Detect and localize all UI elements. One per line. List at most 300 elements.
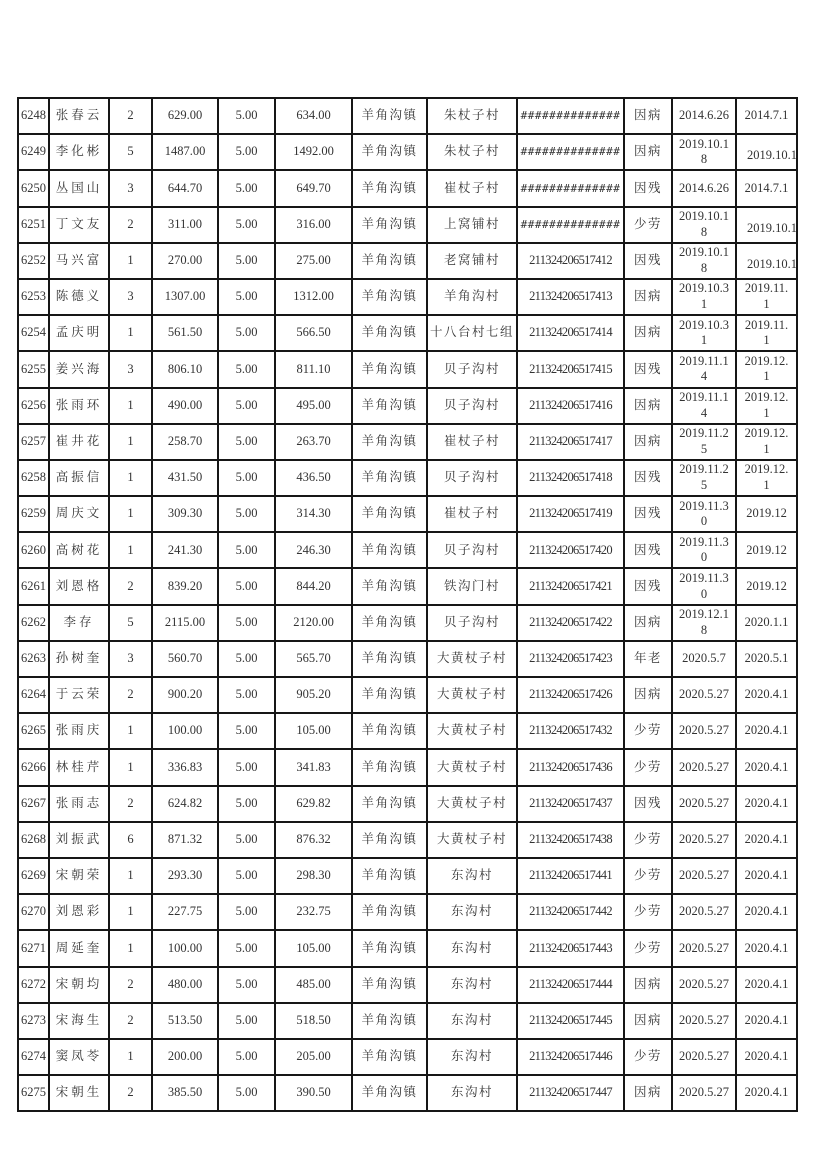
cell-approval-date bbox=[672, 858, 736, 894]
cell-price-subsidy: 5.00 bbox=[218, 424, 275, 460]
cell-person-name: 李存 bbox=[49, 605, 109, 641]
date-line: 2019.12 bbox=[746, 506, 787, 521]
cell-base-amount: 629.00 bbox=[152, 98, 218, 134]
cell-reason: 因残 bbox=[624, 532, 672, 568]
cell-base-amount: 806.10 bbox=[152, 351, 218, 387]
cell-account-number: ############## bbox=[517, 134, 624, 170]
cell-sequence-number: 6263 bbox=[18, 641, 49, 677]
cell-person-name: 陈德义 bbox=[49, 279, 109, 315]
cell-approval-date bbox=[672, 1039, 736, 1075]
cell-sequence-number: 6271 bbox=[18, 930, 49, 966]
cell-person-name: 孟庆明 bbox=[49, 315, 109, 351]
table-row bbox=[18, 243, 797, 279]
date-line: 2020.5.27 bbox=[679, 976, 729, 991]
cell-approval-date bbox=[672, 749, 736, 785]
cell-approval-date bbox=[672, 1003, 736, 1039]
date-line: 2020.4.1 bbox=[744, 868, 789, 883]
table-row bbox=[18, 460, 797, 496]
cell-price-subsidy: 5.00 bbox=[218, 677, 275, 713]
table-row bbox=[18, 98, 797, 134]
date-line: 2020.5.27 bbox=[679, 687, 729, 702]
date-line: 2020.4.1 bbox=[744, 1085, 789, 1100]
date-line: 5 bbox=[700, 441, 708, 456]
cell-account-number: 211324206517438 bbox=[517, 822, 624, 858]
cell-reason: 因残 bbox=[624, 351, 672, 387]
table-row bbox=[18, 170, 797, 206]
cell-town: 羊角沟镇 bbox=[352, 134, 427, 170]
cell-person-name: 宋朝生 bbox=[49, 1075, 109, 1111]
cell-reason: 年老 bbox=[624, 641, 672, 677]
date-line: 0 bbox=[700, 586, 708, 601]
cell-sequence-number: 6261 bbox=[18, 568, 49, 604]
date-line: 5 bbox=[700, 477, 708, 492]
date-line: 8 bbox=[700, 260, 708, 275]
cell-account-number: 211324206517436 bbox=[517, 749, 624, 785]
cell-household-count: 1 bbox=[109, 496, 152, 532]
cell-village: 大黄杖子村 bbox=[427, 749, 517, 785]
cell-town: 羊角沟镇 bbox=[352, 677, 427, 713]
cell-household-count: 3 bbox=[109, 279, 152, 315]
cell-approval-date bbox=[672, 786, 736, 822]
cell-total-amount: 263.70 bbox=[275, 424, 352, 460]
cell-sequence-number: 6257 bbox=[18, 424, 49, 460]
cell-approval-date bbox=[672, 605, 736, 641]
cell-total-amount: 565.70 bbox=[275, 641, 352, 677]
cell-village: 东沟村 bbox=[427, 1003, 517, 1039]
cell-account-number: 211324206517421 bbox=[517, 568, 624, 604]
cell-total-amount: 275.00 bbox=[275, 243, 352, 279]
cell-approval-date bbox=[672, 894, 736, 930]
cell-approval-date bbox=[672, 134, 736, 170]
cell-total-amount: 811.10 bbox=[275, 351, 352, 387]
cell-sequence-number: 6254 bbox=[18, 315, 49, 351]
cell-approval-date bbox=[672, 243, 736, 279]
date-line: 2020.1.1 bbox=[744, 614, 789, 629]
cell-price-subsidy: 5.00 bbox=[218, 713, 275, 749]
date-line: 2020.4.1 bbox=[744, 832, 789, 847]
cell-base-amount: 336.83 bbox=[152, 749, 218, 785]
cell-person-name: 崔井花 bbox=[49, 424, 109, 460]
cell-reason: 因残 bbox=[624, 170, 672, 206]
cell-household-count: 1 bbox=[109, 424, 152, 460]
cell-total-amount: 649.70 bbox=[275, 170, 352, 206]
table-row bbox=[18, 749, 797, 785]
cell-town: 羊角沟镇 bbox=[352, 894, 427, 930]
cell-person-name: 周延奎 bbox=[49, 930, 109, 966]
cell-account-number: 211324206517446 bbox=[517, 1039, 624, 1075]
cell-household-count: 1 bbox=[109, 315, 152, 351]
date-line: 2019.11.3 bbox=[679, 570, 729, 585]
cell-account-number: 211324206517423 bbox=[517, 641, 624, 677]
cell-sequence-number: 6266 bbox=[18, 749, 49, 785]
cell-account-number: 211324206517432 bbox=[517, 713, 624, 749]
cell-village: 东沟村 bbox=[427, 1039, 517, 1075]
cell-approval-date bbox=[672, 930, 736, 966]
cell-approval-date bbox=[672, 388, 736, 424]
cell-sequence-number: 6249 bbox=[18, 134, 49, 170]
cell-village: 羊角沟村 bbox=[427, 279, 517, 315]
cell-household-count: 2 bbox=[109, 677, 152, 713]
cell-price-subsidy: 5.00 bbox=[218, 351, 275, 387]
cell-sequence-number: 6251 bbox=[18, 207, 49, 243]
cell-total-amount: 314.30 bbox=[275, 496, 352, 532]
cell-approval-date bbox=[672, 424, 736, 460]
cell-total-amount: 436.50 bbox=[275, 460, 352, 496]
cell-account-number: 211324206517426 bbox=[517, 677, 624, 713]
date-line: 2020.5.27 bbox=[679, 1049, 729, 1064]
cell-base-amount: 1307.00 bbox=[152, 279, 218, 315]
cell-village: 十八台村七组 bbox=[427, 315, 517, 351]
cell-reason: 因病 bbox=[624, 315, 672, 351]
cell-town: 羊角沟镇 bbox=[352, 207, 427, 243]
cell-account-number: 211324206517413 bbox=[517, 279, 624, 315]
cell-base-amount: 100.00 bbox=[152, 930, 218, 966]
cell-reason: 因残 bbox=[624, 496, 672, 532]
date-line: 2019.10.3 bbox=[679, 281, 729, 296]
cell-town: 羊角沟镇 bbox=[352, 315, 427, 351]
cell-household-count: 1 bbox=[109, 1039, 152, 1075]
cell-village: 大黄杖子村 bbox=[427, 641, 517, 677]
cell-total-amount: 341.83 bbox=[275, 749, 352, 785]
cell-household-count: 2 bbox=[109, 207, 152, 243]
cell-approval-date bbox=[672, 98, 736, 134]
cell-payment-date bbox=[736, 98, 797, 134]
cell-payment-date bbox=[736, 351, 797, 387]
cell-total-amount: 105.00 bbox=[275, 930, 352, 966]
cell-town: 羊角沟镇 bbox=[352, 822, 427, 858]
cell-account-number: 211324206517416 bbox=[517, 388, 624, 424]
cell-village: 朱杖子村 bbox=[427, 134, 517, 170]
cell-person-name: 丁文友 bbox=[49, 207, 109, 243]
cell-account-number: 211324206517420 bbox=[517, 532, 624, 568]
date-line: 2020.5.27 bbox=[679, 1085, 729, 1100]
cell-village: 贝子沟村 bbox=[427, 388, 517, 424]
cell-price-subsidy: 5.00 bbox=[218, 1039, 275, 1075]
cell-village: 东沟村 bbox=[427, 930, 517, 966]
date-line: 2020.4.1 bbox=[744, 1012, 789, 1027]
cell-account-number: 211324206517419 bbox=[517, 496, 624, 532]
cell-person-name: 窦凤苓 bbox=[49, 1039, 109, 1075]
cell-payment-date bbox=[736, 641, 797, 677]
cell-payment-date bbox=[736, 243, 797, 279]
cell-person-name: 高振信 bbox=[49, 460, 109, 496]
cell-person-name: 宋朝荣 bbox=[49, 858, 109, 894]
cell-reason: 因残 bbox=[624, 786, 672, 822]
cell-base-amount: 100.00 bbox=[152, 713, 218, 749]
date-line: 2020.5.27 bbox=[679, 904, 729, 919]
date-line: 2019.10.1 bbox=[679, 209, 729, 224]
date-line: 8 bbox=[700, 152, 708, 167]
cell-town: 羊角沟镇 bbox=[352, 930, 427, 966]
cell-payment-date bbox=[736, 894, 797, 930]
date-line: 2019.10.1 bbox=[679, 245, 729, 260]
cell-payment-date bbox=[736, 930, 797, 966]
cell-person-name: 林桂芹 bbox=[49, 749, 109, 785]
cell-price-subsidy: 5.00 bbox=[218, 496, 275, 532]
cell-person-name: 刘恩格 bbox=[49, 568, 109, 604]
cell-town: 羊角沟镇 bbox=[352, 351, 427, 387]
cell-account-number: 211324206517443 bbox=[517, 930, 624, 966]
cell-sequence-number: 6265 bbox=[18, 713, 49, 749]
cell-payment-date bbox=[736, 207, 797, 243]
cell-price-subsidy: 5.00 bbox=[218, 315, 275, 351]
table-row bbox=[18, 1039, 797, 1075]
cell-base-amount: 258.70 bbox=[152, 424, 218, 460]
date-line: 2019.11.2 bbox=[679, 462, 729, 477]
cell-village: 大黄杖子村 bbox=[427, 822, 517, 858]
date-line: 2014.6.26 bbox=[679, 180, 729, 195]
cell-reason: 少劳 bbox=[624, 930, 672, 966]
cell-household-count: 1 bbox=[109, 858, 152, 894]
date-line: 4 bbox=[700, 405, 708, 420]
cell-price-subsidy: 5.00 bbox=[218, 967, 275, 1003]
cell-base-amount: 293.30 bbox=[152, 858, 218, 894]
cell-household-count: 1 bbox=[109, 532, 152, 568]
cell-reason: 因病 bbox=[624, 1003, 672, 1039]
cell-town: 羊角沟镇 bbox=[352, 243, 427, 279]
date-line: 8 bbox=[700, 622, 708, 637]
date-line: 8 bbox=[700, 224, 708, 239]
cell-account-number: 211324206517444 bbox=[517, 967, 624, 1003]
date-line: 2020.5.27 bbox=[679, 723, 729, 738]
cell-sequence-number: 6260 bbox=[18, 532, 49, 568]
date-line: 2019.11. bbox=[744, 281, 789, 296]
cell-base-amount: 839.20 bbox=[152, 568, 218, 604]
cell-household-count: 1 bbox=[109, 749, 152, 785]
cell-base-amount: 309.30 bbox=[152, 496, 218, 532]
cell-payment-date bbox=[736, 134, 797, 170]
cell-household-count: 6 bbox=[109, 822, 152, 858]
date-line: 2019.10.1 bbox=[747, 257, 797, 272]
cell-reason: 少劳 bbox=[624, 207, 672, 243]
cell-town: 羊角沟镇 bbox=[352, 1039, 427, 1075]
cell-town: 羊角沟镇 bbox=[352, 713, 427, 749]
cell-reason: 因病 bbox=[624, 605, 672, 641]
date-line: 2014.7.1 bbox=[744, 180, 789, 195]
cell-total-amount: 844.20 bbox=[275, 568, 352, 604]
cell-approval-date bbox=[672, 1075, 736, 1111]
date-line: 2020.4.1 bbox=[744, 976, 789, 991]
cell-payment-date bbox=[736, 424, 797, 460]
date-line: 0 bbox=[700, 514, 708, 529]
cell-sequence-number: 6255 bbox=[18, 351, 49, 387]
cell-reason: 因病 bbox=[624, 388, 672, 424]
cell-base-amount: 270.00 bbox=[152, 243, 218, 279]
date-line: 1 bbox=[763, 333, 770, 348]
cell-approval-date bbox=[672, 532, 736, 568]
cell-price-subsidy: 5.00 bbox=[218, 822, 275, 858]
cell-payment-date bbox=[736, 1003, 797, 1039]
date-line: 1 bbox=[700, 297, 708, 312]
cell-reason: 少劳 bbox=[624, 894, 672, 930]
cell-base-amount: 200.00 bbox=[152, 1039, 218, 1075]
date-line: 2019.11.3 bbox=[679, 498, 729, 513]
cell-base-amount: 385.50 bbox=[152, 1075, 218, 1111]
date-line: 2020.5.27 bbox=[679, 759, 729, 774]
date-line: 2020.4.1 bbox=[744, 795, 789, 810]
cell-base-amount: 644.70 bbox=[152, 170, 218, 206]
cell-person-name: 张雨志 bbox=[49, 786, 109, 822]
date-line: 2020.5.1 bbox=[744, 651, 789, 666]
cell-payment-date bbox=[736, 605, 797, 641]
table-body bbox=[18, 98, 797, 1111]
cell-total-amount: 1492.00 bbox=[275, 134, 352, 170]
cell-account-number: 211324206517442 bbox=[517, 894, 624, 930]
cell-village: 贝子沟村 bbox=[427, 460, 517, 496]
table-row bbox=[18, 605, 797, 641]
cell-total-amount: 495.00 bbox=[275, 388, 352, 424]
cell-price-subsidy: 5.00 bbox=[218, 532, 275, 568]
cell-base-amount: 241.30 bbox=[152, 532, 218, 568]
date-line: 2019.11.3 bbox=[679, 534, 729, 549]
cell-person-name: 张春云 bbox=[49, 98, 109, 134]
cell-reason: 因病 bbox=[624, 424, 672, 460]
cell-household-count: 3 bbox=[109, 641, 152, 677]
cell-base-amount: 490.00 bbox=[152, 388, 218, 424]
cell-base-amount: 624.82 bbox=[152, 786, 218, 822]
table-row bbox=[18, 930, 797, 966]
cell-sequence-number: 6270 bbox=[18, 894, 49, 930]
cell-town: 羊角沟镇 bbox=[352, 641, 427, 677]
cell-village: 贝子沟村 bbox=[427, 605, 517, 641]
cell-sequence-number: 6267 bbox=[18, 786, 49, 822]
cell-reason: 少劳 bbox=[624, 713, 672, 749]
table-row bbox=[18, 967, 797, 1003]
cell-price-subsidy: 5.00 bbox=[218, 749, 275, 785]
date-line: 2019.12 bbox=[746, 542, 787, 557]
cell-household-count: 3 bbox=[109, 170, 152, 206]
cell-reason: 因残 bbox=[624, 243, 672, 279]
cell-payment-date bbox=[736, 822, 797, 858]
cell-account-number: ############## bbox=[517, 207, 624, 243]
cell-total-amount: 2120.00 bbox=[275, 605, 352, 641]
cell-payment-date bbox=[736, 496, 797, 532]
cell-approval-date bbox=[672, 967, 736, 1003]
cell-account-number: 211324206517418 bbox=[517, 460, 624, 496]
cell-village: 东沟村 bbox=[427, 858, 517, 894]
cell-person-name: 孙树奎 bbox=[49, 641, 109, 677]
cell-price-subsidy: 5.00 bbox=[218, 207, 275, 243]
cell-town: 羊角沟镇 bbox=[352, 858, 427, 894]
cell-village: 崔杖子村 bbox=[427, 424, 517, 460]
cell-account-number: 211324206517415 bbox=[517, 351, 624, 387]
cell-payment-date bbox=[736, 460, 797, 496]
table-row bbox=[18, 677, 797, 713]
cell-town: 羊角沟镇 bbox=[352, 496, 427, 532]
date-line: 2019.10.3 bbox=[679, 317, 729, 332]
cell-total-amount: 105.00 bbox=[275, 713, 352, 749]
cell-household-count: 1 bbox=[109, 930, 152, 966]
cell-approval-date bbox=[672, 568, 736, 604]
table-row bbox=[18, 1075, 797, 1111]
cell-reason: 少劳 bbox=[624, 858, 672, 894]
table-row bbox=[18, 1003, 797, 1039]
cell-household-count: 2 bbox=[109, 1075, 152, 1111]
cell-base-amount: 1487.00 bbox=[152, 134, 218, 170]
table-row bbox=[18, 568, 797, 604]
table-row bbox=[18, 279, 797, 315]
benefits-table bbox=[17, 97, 798, 1112]
cell-price-subsidy: 5.00 bbox=[218, 568, 275, 604]
cell-reason: 少劳 bbox=[624, 749, 672, 785]
cell-approval-date bbox=[672, 822, 736, 858]
cell-account-number: 211324206517422 bbox=[517, 605, 624, 641]
cell-base-amount: 561.50 bbox=[152, 315, 218, 351]
cell-payment-date bbox=[736, 532, 797, 568]
cell-village: 上窝铺村 bbox=[427, 207, 517, 243]
date-line: 1 bbox=[763, 441, 770, 456]
cell-household-count: 1 bbox=[109, 388, 152, 424]
cell-payment-date bbox=[736, 568, 797, 604]
table-row bbox=[18, 351, 797, 387]
cell-base-amount: 871.32 bbox=[152, 822, 218, 858]
table-row bbox=[18, 894, 797, 930]
cell-town: 羊角沟镇 bbox=[352, 388, 427, 424]
cell-town: 羊角沟镇 bbox=[352, 424, 427, 460]
date-line: 2020.5.7 bbox=[682, 651, 726, 666]
table-row bbox=[18, 496, 797, 532]
cell-total-amount: 205.00 bbox=[275, 1039, 352, 1075]
table-row bbox=[18, 786, 797, 822]
cell-approval-date bbox=[672, 641, 736, 677]
cell-total-amount: 629.82 bbox=[275, 786, 352, 822]
cell-reason: 少劳 bbox=[624, 822, 672, 858]
cell-reason: 因病 bbox=[624, 1075, 672, 1111]
date-line: 2019.12. bbox=[744, 353, 789, 368]
cell-village: 贝子沟村 bbox=[427, 532, 517, 568]
date-line: 2020.5.27 bbox=[679, 832, 729, 847]
cell-sequence-number: 6252 bbox=[18, 243, 49, 279]
date-line: 2020.5.27 bbox=[679, 795, 729, 810]
cell-town: 羊角沟镇 bbox=[352, 605, 427, 641]
cell-approval-date bbox=[672, 677, 736, 713]
cell-base-amount: 2115.00 bbox=[152, 605, 218, 641]
cell-total-amount: 485.00 bbox=[275, 967, 352, 1003]
date-line: 2019.10.1 bbox=[747, 148, 797, 163]
date-line: 2019.10.1 bbox=[747, 220, 797, 235]
cell-reason: 因病 bbox=[624, 134, 672, 170]
cell-price-subsidy: 5.00 bbox=[218, 894, 275, 930]
cell-payment-date bbox=[736, 388, 797, 424]
date-line: 2020.4.1 bbox=[744, 904, 789, 919]
cell-person-name: 李化彬 bbox=[49, 134, 109, 170]
table-row bbox=[18, 822, 797, 858]
cell-price-subsidy: 5.00 bbox=[218, 134, 275, 170]
cell-sequence-number: 6264 bbox=[18, 677, 49, 713]
cell-approval-date bbox=[672, 170, 736, 206]
cell-person-name: 于云荣 bbox=[49, 677, 109, 713]
cell-household-count: 3 bbox=[109, 351, 152, 387]
cell-base-amount: 560.70 bbox=[152, 641, 218, 677]
cell-base-amount: 513.50 bbox=[152, 1003, 218, 1039]
date-line: 2019.11.1 bbox=[679, 389, 729, 404]
table-row bbox=[18, 388, 797, 424]
cell-household-count: 2 bbox=[109, 568, 152, 604]
cell-sequence-number: 6250 bbox=[18, 170, 49, 206]
cell-price-subsidy: 5.00 bbox=[218, 388, 275, 424]
cell-household-count: 1 bbox=[109, 243, 152, 279]
date-line: 0 bbox=[700, 550, 708, 565]
table-row bbox=[18, 207, 797, 243]
cell-household-count: 2 bbox=[109, 967, 152, 1003]
cell-payment-date bbox=[736, 170, 797, 206]
date-line: 2020.4.1 bbox=[744, 759, 789, 774]
cell-town: 羊角沟镇 bbox=[352, 568, 427, 604]
cell-price-subsidy: 5.00 bbox=[218, 170, 275, 206]
cell-town: 羊角沟镇 bbox=[352, 749, 427, 785]
cell-base-amount: 480.00 bbox=[152, 967, 218, 1003]
cell-person-name: 宋朝均 bbox=[49, 967, 109, 1003]
